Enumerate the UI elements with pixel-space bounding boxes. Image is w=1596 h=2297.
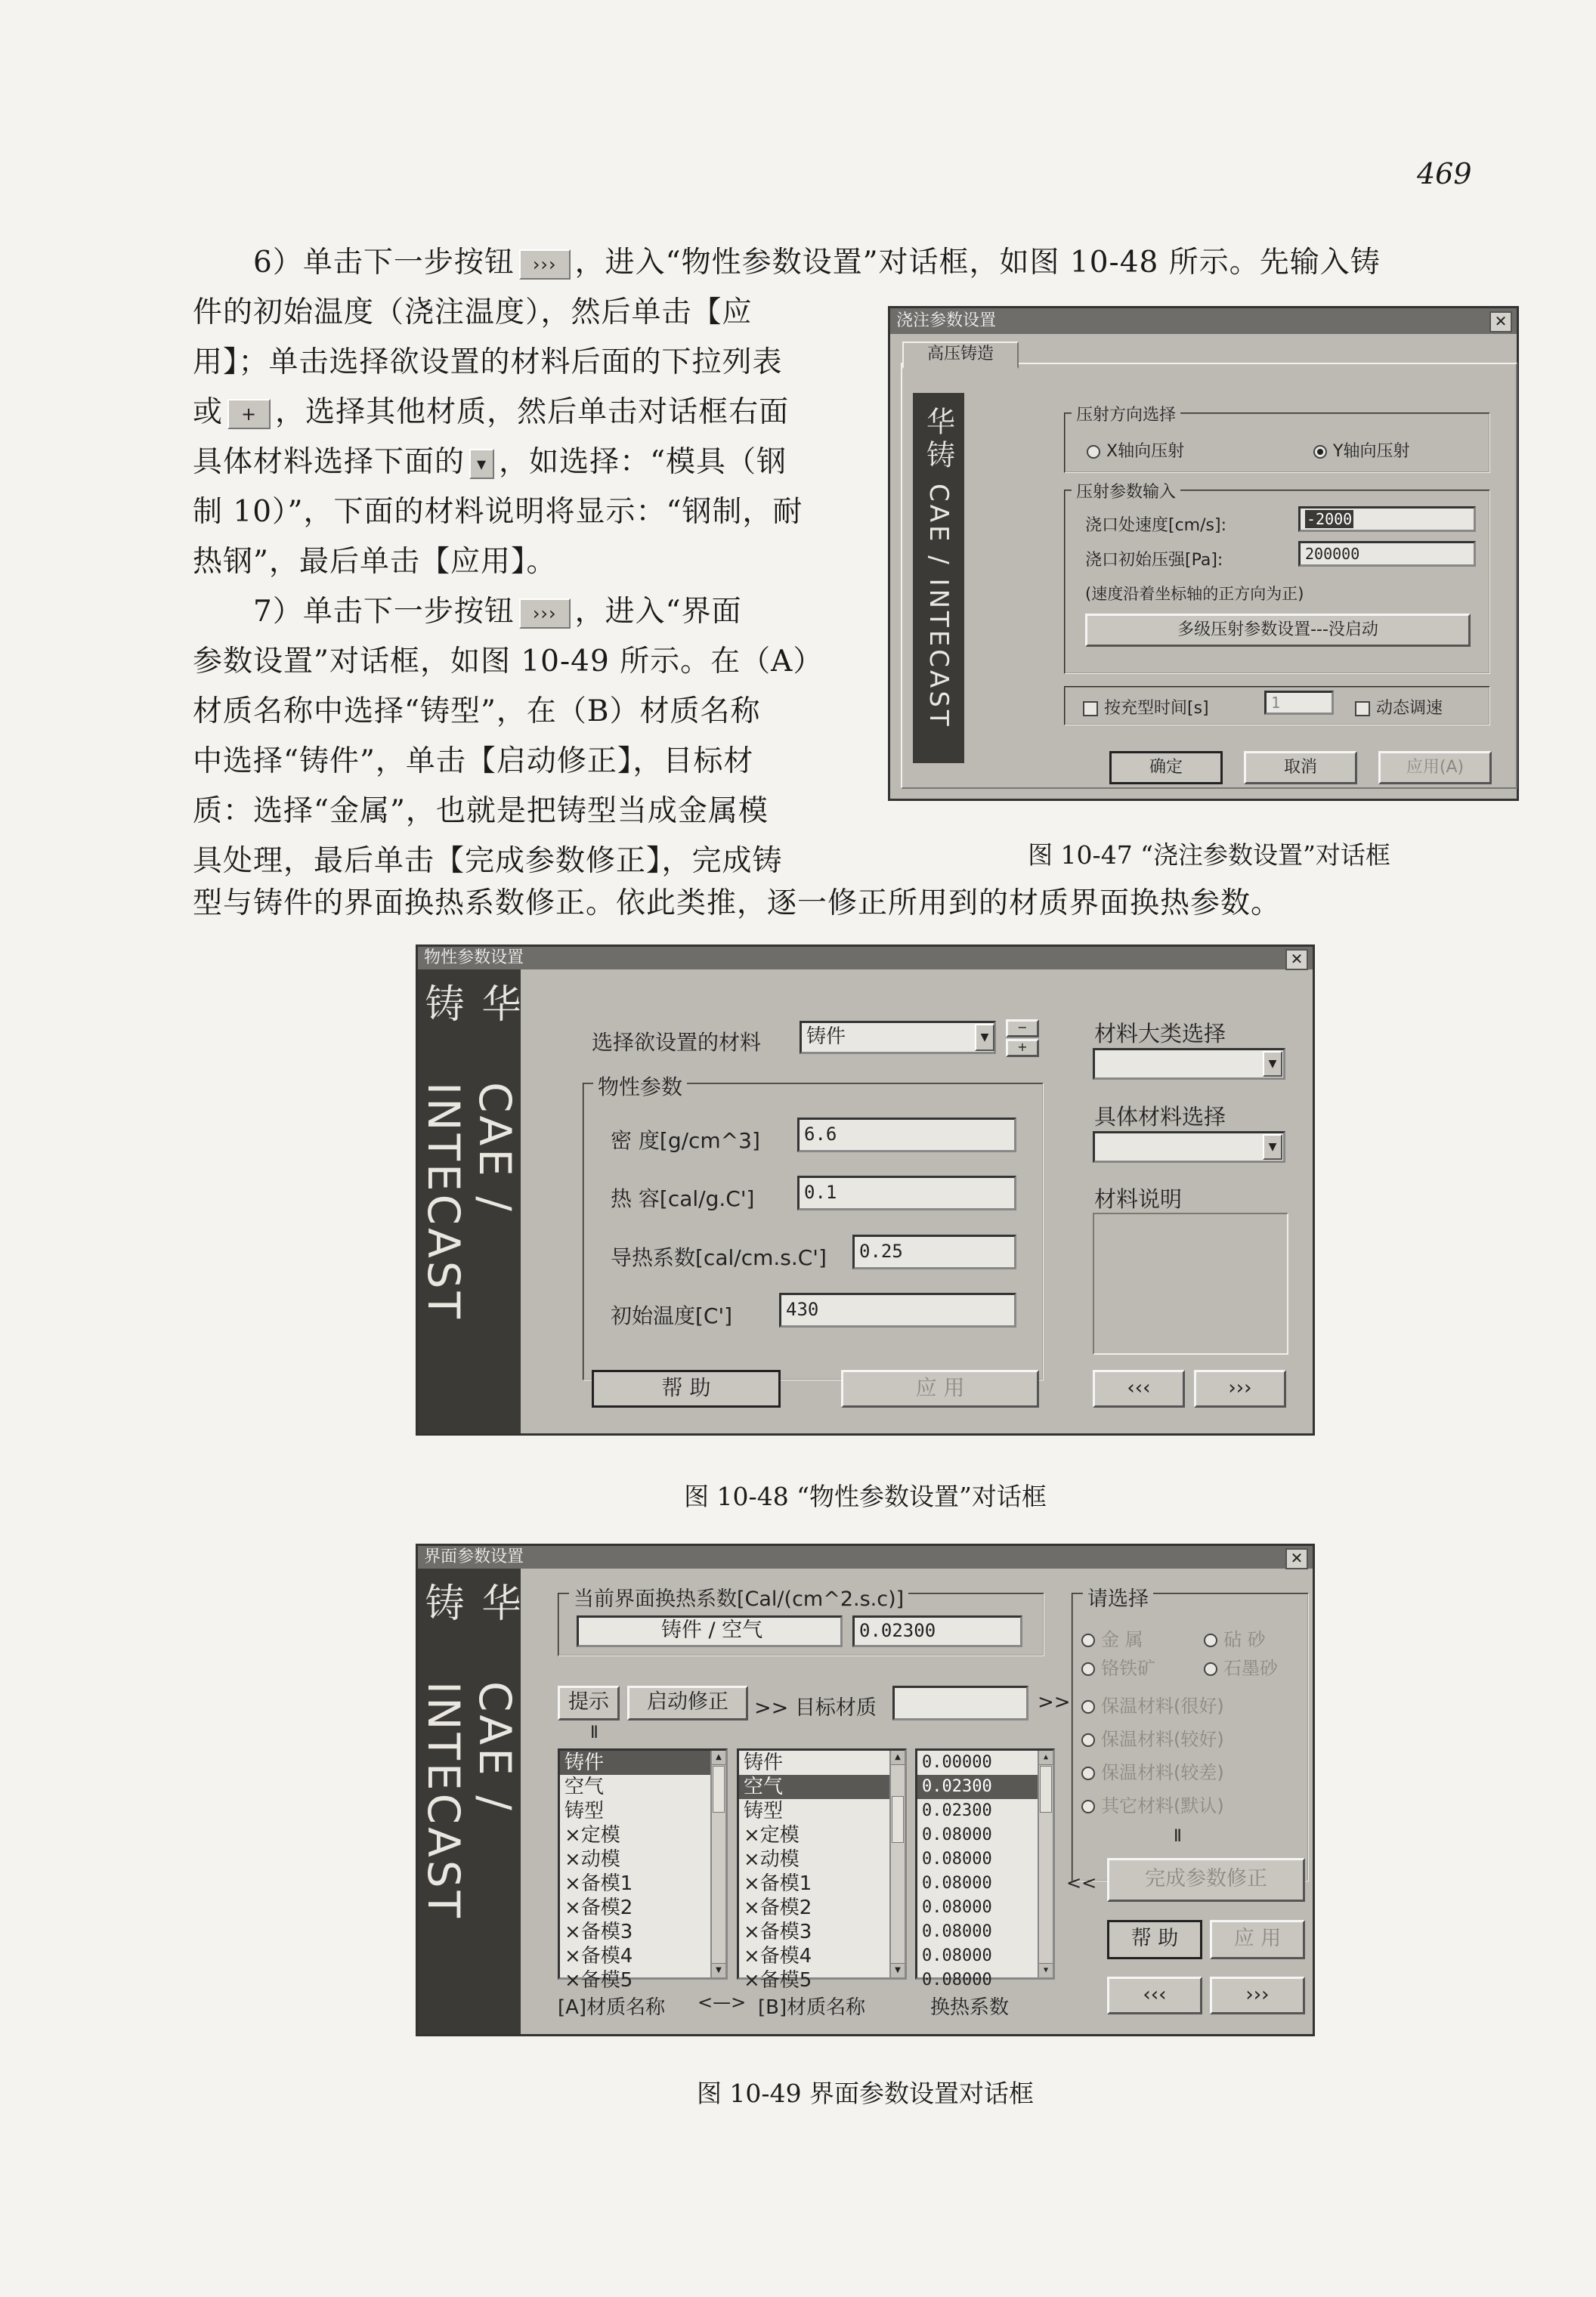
list-item[interactable]: ×动模 [744, 1848, 800, 1871]
step7-line4: 中选择“铸件”，单击【启动修正】，目标材 [193, 744, 754, 778]
list-item[interactable]: ×动模 [564, 1848, 620, 1871]
material-b-list[interactable] [737, 1748, 907, 1992]
radio-icon [1081, 1767, 1095, 1780]
material-desc-box [1093, 1213, 1288, 1355]
brand-logo-en: CAE / INTECAST [418, 1081, 521, 1322]
step6-line4-a: 或 [193, 395, 224, 429]
radio-y-icon [1313, 445, 1327, 459]
option-other-default[interactable] [1081, 1791, 1224, 1817]
scrollbar[interactable] [889, 1751, 905, 1977]
speed-sign-note: (速度沿着坐标轴的正方向为正) [1085, 585, 1304, 603]
brand-logo-cn: 华铸 [921, 407, 955, 473]
scroll-up-icon[interactable]: ▲ [712, 1751, 725, 1765]
material-select-value: 铸件 [806, 1025, 846, 1048]
brand-logo-en: CAE / INTECAST [923, 484, 954, 729]
column-a-label: [A]材质名称 [558, 1996, 666, 2019]
density-label: 密 度[g/cm^3] [611, 1128, 760, 1153]
scroll-down-icon[interactable]: ▼ [1039, 1963, 1053, 1977]
physical-params-dialog [416, 944, 1315, 1436]
gate-pressure-label: 浇口初始压强[Pa]: [1085, 551, 1223, 570]
column-swap-label: <—> [697, 1992, 747, 2013]
dynamic-speed-label: 动态调速 [1376, 699, 1443, 718]
radio-icon [1204, 1634, 1217, 1647]
figure-10-49-caption: 图 10-49 界面参数设置对话框 [696, 2079, 1035, 2108]
brand-logo-cn: 华铸 [418, 983, 520, 1027]
option-label: 其它材料(默认) [1101, 1795, 1224, 1816]
list-item[interactable]: ×备模3 [564, 1921, 633, 1943]
list-item[interactable]: 铸件 [744, 1751, 784, 1774]
material-class-select[interactable] [1093, 1048, 1285, 1080]
chevron-down-icon[interactable]: ▼ [975, 1024, 994, 1051]
density-input[interactable]: 6.6 [797, 1118, 1016, 1152]
dialog-titlebar [890, 308, 1517, 334]
tab-high-pressure-casting[interactable]: 高压铸造 [902, 342, 1019, 369]
brand-strip [913, 393, 964, 763]
list-item[interactable]: 0.08000 [922, 1850, 992, 1869]
ok-button[interactable]: 确定 [1109, 751, 1223, 784]
scroll-thumb[interactable] [892, 1796, 904, 1843]
brand-logo-en: CAE / INTECAST [418, 1681, 521, 1921]
option-label: 保温材料(较差) [1101, 1762, 1224, 1783]
column-b-label: [B]材质名称 [758, 1996, 866, 2019]
figure-10-48-caption: 图 10-48 “物性参数设置”对话框 [684, 1482, 1047, 1511]
apply-button[interactable]: 应 用 [841, 1370, 1039, 1408]
radio-icon [1204, 1662, 1217, 1676]
step6-line5-b: ，如选择：“模具（钢 [499, 445, 787, 479]
gate-speed-label: 浇口处速度[cm/s]: [1085, 516, 1226, 535]
close-icon[interactable]: ✕ [1489, 311, 1512, 332]
step7-text-b: ，进入“界面 [574, 595, 742, 629]
prev-button[interactable]: ‹‹‹ [1093, 1370, 1185, 1408]
start-correction-button[interactable]: 启动修正 [627, 1686, 748, 1720]
physical-params-label: 物性参数 [593, 1071, 687, 1101]
dynamic-speed-checkbox[interactable] [1355, 695, 1443, 719]
hint-button[interactable]: 提示 [558, 1686, 620, 1720]
list-item[interactable]: ×备模4 [564, 1945, 633, 1968]
radio-x-icon [1087, 445, 1100, 459]
next-step-inline-button-2: ››› [519, 598, 571, 629]
dialog-titlebar [418, 947, 1313, 969]
step7-line6: 具处理，最后单击【完成参数修正】，完成铸 [193, 844, 783, 878]
next-button[interactable]: ››› [1194, 1370, 1286, 1408]
option-label: 金 属 [1101, 1629, 1143, 1650]
step6-line4 [193, 388, 789, 437]
target-material-label: >> 目标材质 [754, 1696, 877, 1720]
option-graphite-sand[interactable] [1204, 1653, 1278, 1680]
plus-button[interactable]: + [1006, 1039, 1039, 1057]
list-item[interactable]: 0.08000 [922, 1946, 992, 1965]
list-item[interactable]: ×备模1 [564, 1872, 633, 1895]
step7-line5: 质：选择“金属”，也就是把铸型当成金属模 [193, 794, 769, 828]
list-item[interactable]: ×定模 [564, 1824, 620, 1847]
scroll-up-icon[interactable]: ▲ [891, 1751, 905, 1765]
coefficient-list[interactable] [915, 1748, 1055, 1989]
page-number: 469 [1417, 157, 1472, 190]
option-chromite[interactable] [1081, 1653, 1155, 1680]
down-marker: Ⅱ [590, 1724, 598, 1742]
radio-y-label: Y轴向压射 [1333, 442, 1410, 461]
step6-line5-a: 具体材料选择下面的 [193, 445, 466, 479]
list-item[interactable]: ×备模1 [744, 1872, 812, 1895]
select-material-label: 选择欲设置的材料 [592, 1030, 762, 1055]
brand-logo-cn: 华铸 [418, 1582, 520, 1626]
step6-text-a: 6）单击下一步按钮 [253, 246, 515, 280]
step6-line5 [193, 437, 787, 487]
scroll-up-icon[interactable]: ▲ [1039, 1751, 1053, 1765]
column-coef-label: 换热系数 [930, 1996, 1010, 2019]
material-pair-display: 铸件 / 空气 [577, 1615, 843, 1647]
gate-pressure-input[interactable]: 200000 [1298, 541, 1476, 567]
list-item[interactable]: ×备模5 [744, 1969, 812, 1992]
target-material-field [892, 1686, 1028, 1720]
list-item[interactable]: 0.02300 [922, 1801, 992, 1820]
cancel-button[interactable]: 取消 [1244, 751, 1357, 784]
finish-correction-button[interactable]: 完成参数修正 [1107, 1858, 1305, 1902]
option-label: 保温材料(较好) [1101, 1729, 1224, 1750]
list-item[interactable]: 0.08000 [922, 1874, 992, 1893]
material-desc-label: 材料说明 [1094, 1186, 1183, 1212]
heat-capacity-label: 热 容[cal/g.C'] [611, 1186, 755, 1211]
option-zircon-sand[interactable] [1204, 1625, 1266, 1651]
conductivity-input[interactable]: 0.25 [852, 1235, 1016, 1269]
step6-line4-b: ，选择其他材质，然后单击对话框右面 [275, 395, 790, 429]
down-marker-right: Ⅱ [1174, 1827, 1182, 1846]
current-coef-value: 0.02300 [852, 1615, 1022, 1647]
list-item[interactable]: 空气 [564, 1776, 605, 1798]
option-label: 石墨砂 [1223, 1658, 1278, 1679]
gate-speed-value: -2000 [1307, 510, 1353, 528]
current-coef-label: 当前界面换热系数[Cal/(cm^2.s.c)] [569, 1582, 908, 1612]
next-step-inline-button: ››› [519, 249, 571, 280]
radio-icon [1081, 1733, 1095, 1747]
scrollbar[interactable] [710, 1751, 725, 1977]
next-button[interactable]: ››› [1210, 1977, 1305, 2014]
pouring-params-dialog [888, 306, 1519, 801]
option-insulation-poor[interactable] [1081, 1758, 1224, 1784]
step6-line3: 用】；单击选择欲设置的材料后面的下拉列表 [193, 345, 783, 379]
list-item[interactable]: ×定模 [744, 1824, 800, 1847]
radio-y-axis[interactable] [1313, 438, 1409, 462]
list-item[interactable]: 0.08000 [922, 1922, 992, 1941]
list-item[interactable]: 铸件 [560, 1751, 725, 1775]
transfer-left-arrow: << [1066, 1872, 1097, 1894]
specific-material-label: 具体材料选择 [1094, 1104, 1226, 1130]
step6-line1 [253, 238, 1381, 288]
step7-line2: 参数设置”对话框，如图 10-49 所示。在（A） [193, 645, 824, 679]
list-item[interactable]: ×备模5 [564, 1969, 633, 1992]
option-metal[interactable] [1081, 1625, 1143, 1651]
close-icon[interactable]: ✕ [1285, 1548, 1308, 1569]
list-item[interactable]: ×备模2 [564, 1897, 633, 1919]
option-label: 铬铁矿 [1101, 1658, 1155, 1679]
option-insulation-good[interactable] [1081, 1724, 1224, 1751]
scrollbar[interactable] [1038, 1751, 1053, 1977]
fill-time-label: 按充型时间[s] [1104, 699, 1209, 718]
injection-direction-label: 压射方向选择 [1072, 402, 1180, 425]
help-button[interactable]: 帮 助 [592, 1370, 781, 1408]
list-item[interactable]: 0.08000 [922, 1898, 992, 1917]
help-button[interactable]: 帮 助 [1107, 1920, 1202, 1959]
step7-line7: 型与铸件的界面换热系数修正。依此类推，逐一修正所用到的材质界面换热参数。 [193, 886, 1282, 920]
initial-temp-input[interactable]: 430 [779, 1293, 1016, 1328]
chevron-down-icon[interactable]: ▼ [1263, 1134, 1282, 1160]
list-item[interactable]: ×备模4 [744, 1945, 812, 1968]
step6-text-b: ，进入“物性参数设置”对话框，如图 10-48 所示。先输入铸 [574, 246, 1381, 280]
scroll-thumb[interactable] [713, 1766, 725, 1813]
close-icon[interactable]: ✕ [1285, 949, 1308, 970]
dynamic-speed-checkbox-icon [1355, 701, 1370, 716]
brand-strip [418, 969, 521, 1433]
step7-text-a: 7）单击下一步按钮 [253, 595, 515, 629]
step6-line2: 件的初始温度（浇注温度），然后单击【应 [193, 295, 753, 329]
list-item[interactable]: 0.08000 [922, 1971, 992, 1989]
option-label: 砧 砂 [1223, 1629, 1266, 1650]
list-item[interactable]: 0.02300 [917, 1775, 1053, 1799]
minus-button[interactable]: − [1006, 1019, 1039, 1037]
scroll-down-icon[interactable]: ▼ [712, 1963, 725, 1977]
radio-icon [1081, 1700, 1095, 1714]
apply-button[interactable]: 应 用 [1210, 1920, 1305, 1959]
heat-capacity-input[interactable]: 0.1 [797, 1176, 1016, 1210]
radio-icon [1081, 1634, 1095, 1647]
list-item[interactable]: 空气 [739, 1775, 905, 1799]
apply-button[interactable]: 应用(A) [1378, 751, 1492, 784]
dialog-titlebar [418, 1546, 1313, 1569]
material-select[interactable] [800, 1021, 996, 1054]
list-item[interactable]: 铸型 [564, 1800, 605, 1822]
prev-button[interactable]: ‹‹‹ [1107, 1977, 1202, 2014]
scroll-thumb[interactable] [1040, 1766, 1052, 1813]
material-a-list[interactable] [558, 1748, 728, 1992]
step7-line3: 材质名称中选择“铸型”，在（B）材质名称 [193, 694, 761, 728]
radio-icon [1081, 1800, 1095, 1813]
choose-label: 请选择 [1083, 1582, 1153, 1612]
dialog-title: 界面参数设置 [424, 1547, 524, 1566]
figure-10-47-caption: 图 10-47 “浇注参数设置”对话框 [1028, 840, 1390, 870]
transfer-right-arrow: >> [1038, 1691, 1071, 1714]
material-class-label: 材料大类选择 [1094, 1021, 1226, 1046]
scroll-down-icon[interactable]: ▼ [891, 1963, 905, 1977]
conductivity-label: 导热系数[cal/cm.s.C'] [611, 1245, 827, 1270]
list-item[interactable]: 0.08000 [922, 1826, 992, 1844]
fill-time-checkbox-icon [1083, 701, 1098, 716]
list-item[interactable]: 铸型 [744, 1800, 784, 1822]
step6-line7: 热钢”，最后单击【应用】。 [193, 545, 557, 579]
interface-params-dialog [416, 1544, 1315, 2036]
chevron-down-icon[interactable]: ▼ [1263, 1051, 1282, 1077]
fill-time-checkbox[interactable] [1083, 695, 1209, 719]
list-item[interactable]: ×备模3 [744, 1921, 812, 1943]
step6-line6: 制 10）”，下面的材料说明将显示：“钢制，耐 [193, 495, 803, 529]
option-insulation-very-good[interactable] [1081, 1691, 1224, 1717]
option-label: 保温材料(很好) [1101, 1696, 1224, 1717]
brand-strip [418, 1569, 521, 2034]
injection-params-label: 压射参数输入 [1072, 479, 1180, 502]
list-item[interactable]: ×备模2 [744, 1897, 812, 1919]
radio-x-axis[interactable] [1087, 438, 1184, 462]
dialog-title: 浇注参数设置 [896, 311, 997, 330]
gate-speed-input[interactable] [1298, 506, 1476, 532]
list-item[interactable]: 0.00000 [922, 1753, 992, 1772]
fill-time-input[interactable]: 1 [1264, 691, 1334, 715]
radio-icon [1081, 1662, 1095, 1676]
specific-material-select[interactable] [1093, 1131, 1285, 1163]
dropdown-inline-button: ▾ [469, 449, 494, 479]
initial-temp-label: 初始温度[C'] [611, 1303, 733, 1328]
dialog-title: 物性参数设置 [424, 948, 524, 967]
radio-x-label: X轴向压射 [1106, 442, 1185, 461]
multi-stage-injection-button[interactable]: 多级压射参数设置---没启动 [1085, 614, 1471, 647]
step7-line1 [253, 587, 742, 637]
plus-inline-button: + [227, 399, 271, 429]
